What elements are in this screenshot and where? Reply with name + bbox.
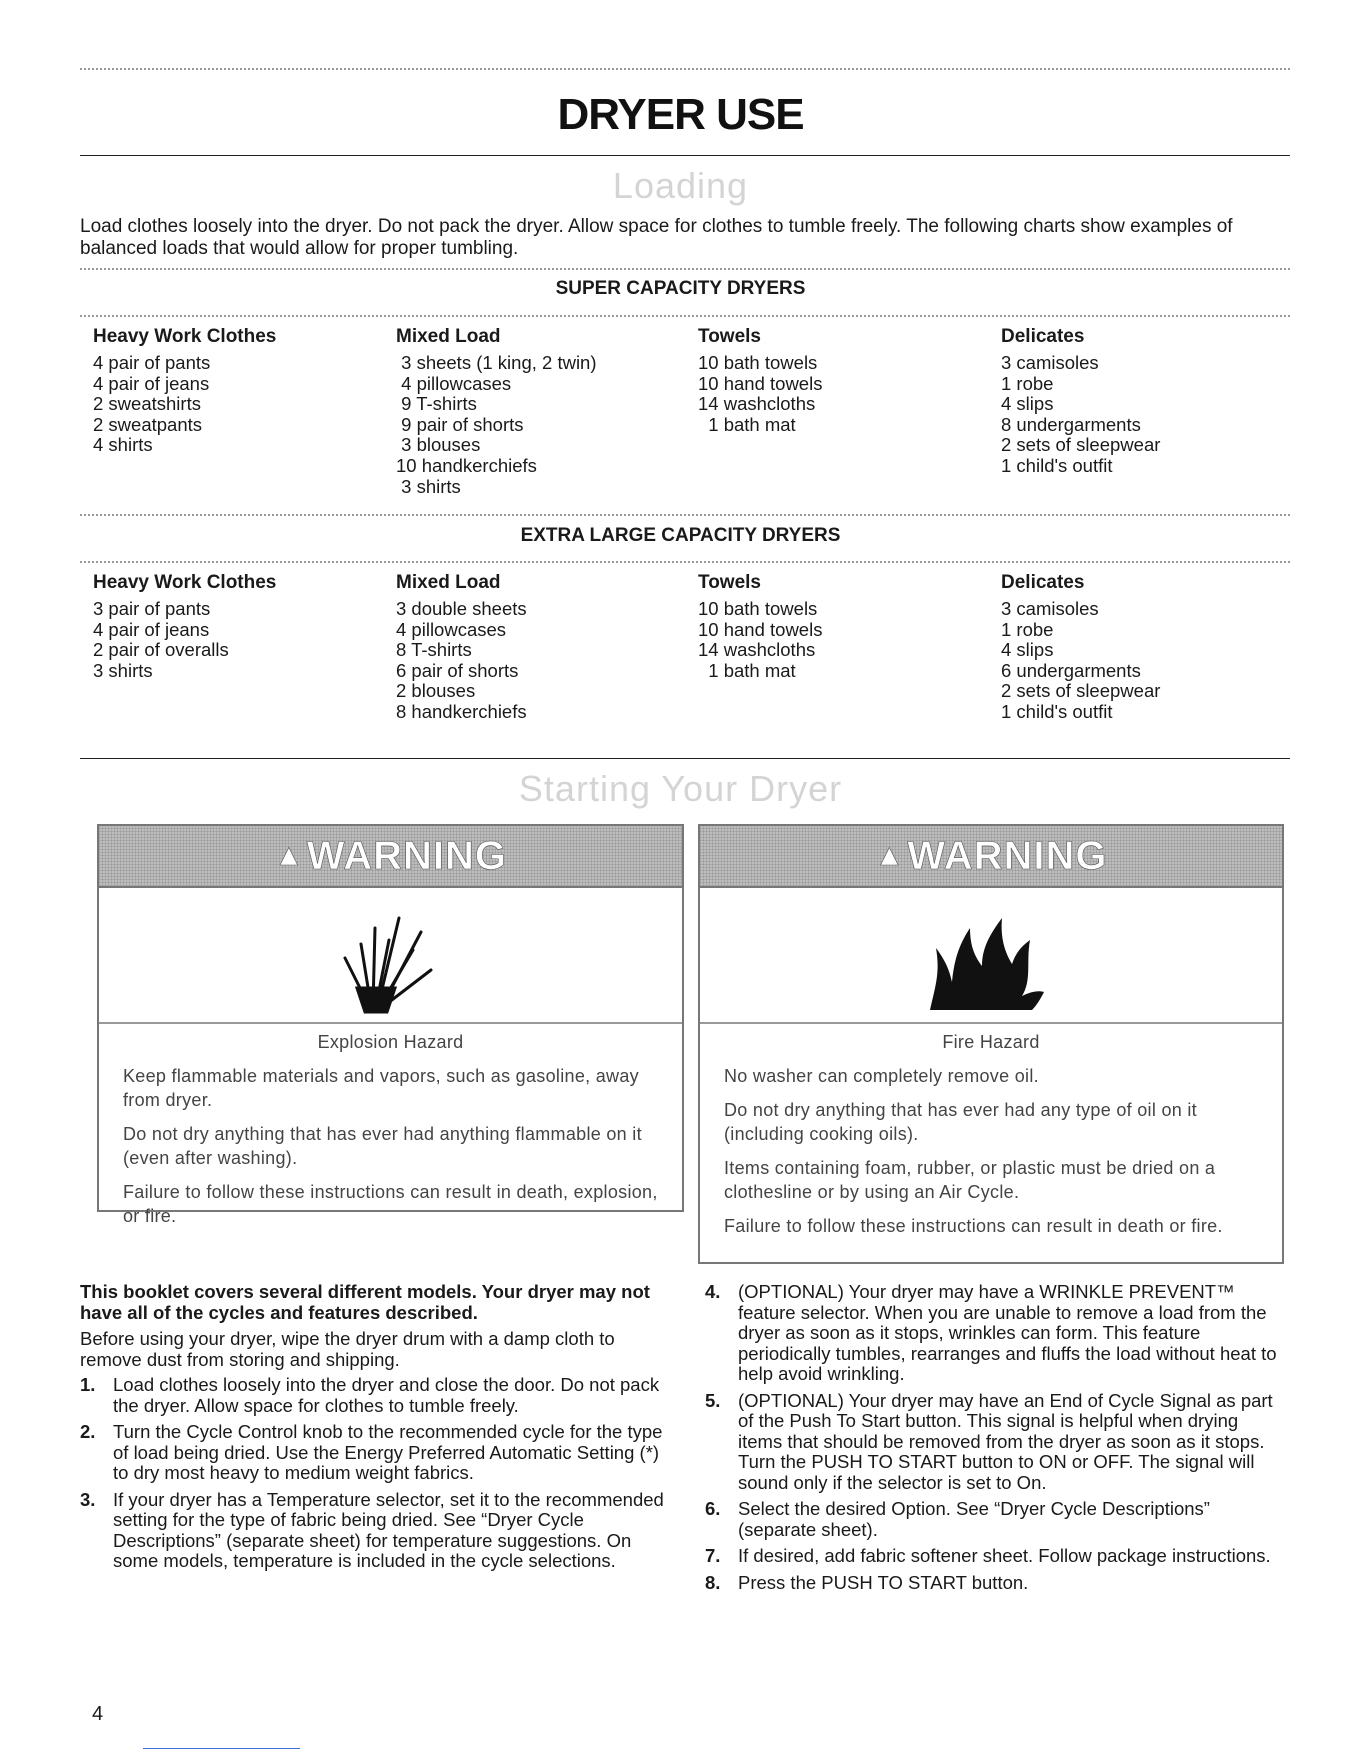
chart-divider <box>80 561 1290 563</box>
instruction-step <box>80 1422 665 1484</box>
chart-divider <box>80 268 1290 270</box>
column-heading: Towels <box>698 326 761 347</box>
step-number: 6. <box>705 1498 721 1519</box>
step-text: If desired, add fabric softener sheet. Follow package instructions. <box>738 1545 1271 1566</box>
warning-text <box>123 1030 658 1238</box>
title-rule <box>80 155 1290 156</box>
extra-large-capacity-title: EXTRA LARGE CAPACITY DRYERS <box>520 525 841 546</box>
bottom-link-rule <box>143 1748 300 1749</box>
section-rule <box>80 758 1290 759</box>
list-item: 3 shirts <box>93 659 153 681</box>
step-text: (OPTIONAL) Your dryer may have a WRINKLE PREVENT™ feature selector. When you are unable to remove a load from the dryer as soon as it stops, wrinkles can form. This feature periodically tumbles, rearranges and fluffs the load without heat to help avoid wrinkling. <box>738 1281 1277 1384</box>
list-item: 4 pillowcases <box>396 618 507 640</box>
column-heading: Delicates <box>1001 326 1085 347</box>
list-item: 9 T-shirts <box>396 393 477 415</box>
list-item: 3 shirts <box>396 475 461 497</box>
warning-banner <box>700 826 1282 888</box>
list-item: 10 hand towels <box>698 372 823 394</box>
list-item: 14 washcloths <box>698 393 816 415</box>
step-text: Load clothes loosely into the dryer and close the door. Do not pack the dryer. Allow space for clothes to tumble freely. <box>113 1374 660 1416</box>
list-item: 9 pair of shorts <box>396 413 524 435</box>
column-heading: Mixed Load <box>396 572 501 593</box>
warning-line: Failure to follow these instructions can result in death or fire. <box>724 1216 1223 1236</box>
list-item: 10 hand towels <box>698 618 823 640</box>
list-item: 2 sweatpants <box>93 413 203 435</box>
chart-column <box>698 570 988 681</box>
step-number: 1. <box>80 1374 96 1395</box>
step-number: 5. <box>705 1389 721 1411</box>
list-item: 3 camisoles <box>1001 598 1099 619</box>
chart-column <box>1001 324 1291 477</box>
list-item: 2 blouses <box>396 680 476 702</box>
warning-line: Do not dry anything that has ever had any type of oil on it (including cooking oils). <box>724 1100 1197 1144</box>
warning-line: Do not dry anything that has ever had anything flammable on it (even after washing). <box>123 1124 642 1168</box>
chart-column <box>93 324 383 456</box>
explosion-warning-box <box>97 824 684 1226</box>
warning-label: ▲WARNING <box>874 834 1108 878</box>
chart-column <box>1001 570 1291 723</box>
loading-intro: Load clothes loosely into the dryer. Do not pack the dryer. Allow space for clothes to tumble freely. The following charts show examples of balanced loads that would allow for proper tumbling. <box>80 216 1233 259</box>
step-text: If your dryer has a Temperature selector, set it to the recommended setting for the type of fabric being dried. See “Dryer Cycle Descriptions” (separate sheet) for temperature suggestions. On some models, temperature is included in the cycle selections. <box>113 1488 664 1571</box>
list-item: 2 sets of sleepwear <box>1001 434 1161 456</box>
explosion-icon <box>99 888 682 1018</box>
step-number: 8. <box>705 1571 721 1593</box>
list-item: 8 T-shirts <box>396 639 472 661</box>
page-title: DRYER USE <box>557 90 804 139</box>
chart-column <box>93 570 383 681</box>
list-item: 2 sweatshirts <box>93 393 201 415</box>
column-heading: Delicates <box>1001 572 1085 593</box>
instruction-step <box>705 1282 1285 1385</box>
warning-line: Items containing foam, rubber, or plastic must be dried on a clothesline or by using an Air Cycle. <box>724 1158 1216 1202</box>
warning-banner <box>99 826 682 888</box>
chart-divider <box>80 514 1290 516</box>
instruction-step <box>705 1391 1285 1494</box>
step-number: 7. <box>705 1545 721 1566</box>
warning-line: Failure to follow these instructions can result in death, explosion, or fire. <box>123 1182 658 1226</box>
list-item: 10 handkerchiefs <box>396 454 537 476</box>
fire-picture <box>700 888 1282 1024</box>
chart-divider <box>80 315 1290 317</box>
list-item: 3 sheets (1 king, 2 twin) <box>396 352 597 373</box>
column-heading: Heavy Work Clothes <box>93 326 277 347</box>
step-text: (OPTIONAL) Your dryer may have an End of Cycle Signal as part of the Push To Start button. This signal is helpful when drying items that should be removed from the dryer as soon as it stops. Turn the PUSH TO START button to ON or OFF. The signal will sound only if the selector is set to On. <box>738 1389 1273 1493</box>
hazard-title: Explosion Hazard <box>317 1032 464 1052</box>
list-item: 1 child's outfit <box>1001 700 1113 722</box>
super-capacity-title: SUPER CAPACITY DRYERS <box>555 278 806 299</box>
hazard-title: Fire Hazard <box>942 1032 1040 1052</box>
fire-warning-box <box>698 824 1284 1264</box>
warning-line: No washer can completely remove oil. <box>724 1066 1039 1086</box>
list-item: 1 robe <box>1001 372 1054 394</box>
right-instructions <box>705 1282 1285 1599</box>
loading-heading: Loading <box>612 165 749 206</box>
list-item: 6 pair of shorts <box>396 659 519 681</box>
list-item: 4 shirts <box>93 434 153 456</box>
instruction-step <box>705 1573 1285 1594</box>
list-item: 2 pair of overalls <box>93 639 229 661</box>
list-item: 3 camisoles <box>1001 352 1099 373</box>
chart-column <box>396 570 686 723</box>
list-item: 8 handkerchiefs <box>396 700 527 722</box>
instruction-step <box>80 1490 665 1572</box>
column-heading: Towels <box>698 572 761 593</box>
starting-heading: Starting Your Dryer <box>518 768 843 809</box>
list-item: 1 child's outfit <box>1001 454 1113 476</box>
list-item: 1 robe <box>1001 618 1054 640</box>
warning-triangle-icon: ▲ <box>874 839 906 872</box>
warning-triangle-icon: ▲ <box>273 839 305 872</box>
list-item: 4 slips <box>1001 393 1054 415</box>
step-number: 4. <box>705 1281 721 1302</box>
page-number: 4 <box>92 1703 104 1725</box>
list-item: 3 blouses <box>396 434 481 456</box>
instruction-step <box>705 1546 1285 1567</box>
instruction-step <box>80 1375 665 1416</box>
list-item: 1 bath mat <box>698 413 796 435</box>
list-item: 2 sets of sleepwear <box>1001 680 1161 702</box>
list-item: 3 double sheets <box>396 598 527 619</box>
list-item: 4 pair of jeans <box>93 618 210 640</box>
list-item: 4 pillowcases <box>396 372 512 394</box>
list-item: 10 bath towels <box>698 598 818 619</box>
step-text: Turn the Cycle Control knob to the recommended cycle for the type of load being dried. Use the Energy Preferred Automatic Setting (*) to dry most heavy to medium weight fabrics. <box>113 1421 663 1483</box>
step-number: 3. <box>80 1488 96 1510</box>
models-note: This booklet covers several different models. Your dryer may not have all of the cycles and features described. <box>80 1281 650 1323</box>
before-use-note: Before using your dryer, wipe the dryer drum with a damp cloth to remove dust from storing and shipping. <box>80 1328 615 1370</box>
column-heading: Heavy Work Clothes <box>93 572 277 593</box>
list-item: 4 pair of jeans <box>93 372 210 394</box>
step-number: 2. <box>80 1421 96 1442</box>
list-item: 14 washcloths <box>698 639 816 661</box>
list-item: 1 bath mat <box>698 659 796 681</box>
list-item: 4 slips <box>1001 639 1054 661</box>
instruction-step <box>705 1499 1285 1540</box>
left-instructions <box>80 1282 665 1578</box>
warning-label: ▲WARNING <box>273 834 508 878</box>
explosion-picture <box>99 888 682 1024</box>
fire-icon <box>700 888 1282 1018</box>
list-item: 10 bath towels <box>698 352 818 373</box>
list-item: 6 undergarments <box>1001 659 1141 681</box>
top-divider <box>80 68 1290 70</box>
list-item: 3 pair of pants <box>93 598 211 619</box>
warning-text <box>724 1030 1258 1248</box>
list-item: 4 pair of pants <box>93 352 211 373</box>
column-heading: Mixed Load <box>396 326 501 347</box>
chart-column <box>396 324 686 497</box>
chart-column <box>698 324 988 435</box>
step-text: Press the PUSH TO START button. <box>738 1571 1029 1593</box>
step-text: Select the desired Option. See “Dryer Cycle Descriptions” (separate sheet). <box>738 1498 1210 1540</box>
warning-line: Keep flammable materials and vapors, such as gasoline, away from dryer. <box>123 1066 639 1110</box>
list-item: 8 undergarments <box>1001 413 1141 435</box>
